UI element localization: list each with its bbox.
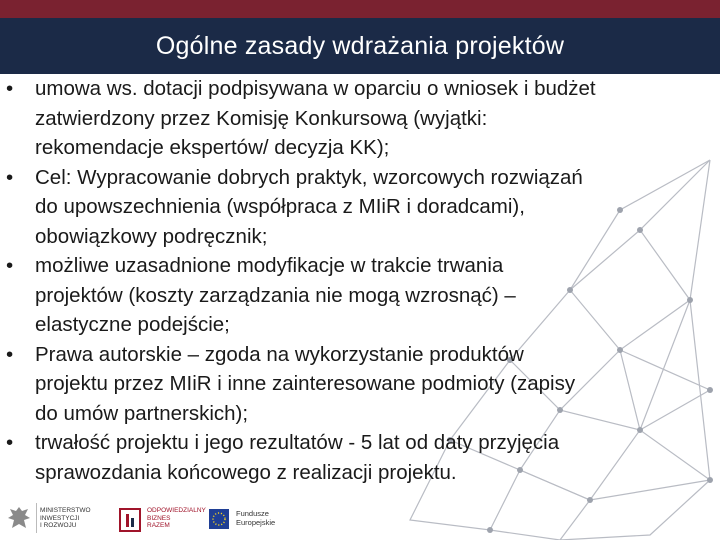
list-item — [6, 340, 706, 429]
bullet-line: zatwierdzony przez Komisję Konkursową (wyjątki: — [35, 106, 488, 130]
eu-flag-icon — [208, 506, 230, 532]
ministry-logo-text: MINISTERSTWO INWESTYCJI I ROZWOJU — [40, 507, 91, 530]
bullet-list — [6, 74, 706, 487]
bullet-line: Prawa autorskie – zgoda na wykorzystanie produktów — [35, 342, 524, 366]
top-accent-strip — [0, 0, 720, 18]
bullet-line: umowa ws. dotacji podpisywana w oparciu o wniosek i budżet — [35, 77, 596, 100]
slide-title: Ogólne zasady wdrażania projektów — [155, 31, 565, 60]
bullet-line: do umów partnerskich); — [35, 401, 249, 425]
eagle-emblem-icon — [6, 504, 32, 534]
partner-logo-text: ODPOWIEDZIALNY BIZNES RAZEM — [147, 507, 206, 530]
bullet-line: Cel: Wypracowanie dobrych praktyk, wzorcowych rozwiązań — [35, 165, 583, 189]
bullet-line: elastyczne podejście; — [35, 313, 230, 336]
bullet-line: sprawozdania końcowego z realizacji projektu. — [35, 460, 457, 484]
logo-divider — [36, 503, 37, 533]
bullet-dot: • — [6, 431, 14, 454]
eu-funds-logo-text: Fundusze Europejskie — [236, 509, 276, 527]
partner-logo-icon — [118, 505, 142, 533]
bullet-line: możliwe uzasadnione modyfikacje w trakcie trwania — [35, 254, 504, 277]
list-item — [6, 428, 706, 487]
ministry-logo — [6, 497, 91, 540]
list-item — [6, 74, 706, 163]
bullet-line: rekomendacje ekspertów/ decyzja KK); — [35, 136, 390, 159]
bullet-line: projektów (koszty zarządzania nie mogą wzrosnąć) – — [35, 283, 516, 307]
list-item — [6, 163, 706, 252]
bullet-dot: • — [6, 254, 14, 277]
bullet-line: obowiązkowy podręcznik; — [35, 224, 268, 248]
title-bar — [0, 18, 720, 74]
bullet-dot: • — [6, 165, 14, 189]
bullet-dot: • — [6, 77, 14, 100]
eu-funds-logo — [208, 497, 275, 540]
bullet-line: projektu przez MIiR i inne zainteresowane podmioty (zapisy — [35, 372, 576, 395]
partner-logo — [118, 497, 206, 540]
bullet-line: do upowszechnienia (współpraca z MIiR i doradcami), — [35, 195, 525, 218]
bullet-line: trwałość projektu i jego rezultatów - 5 lat od daty przyjęcia — [35, 431, 560, 454]
logo-strip — [0, 497, 720, 540]
bullet-dot: • — [6, 342, 14, 366]
list-item — [6, 251, 706, 340]
